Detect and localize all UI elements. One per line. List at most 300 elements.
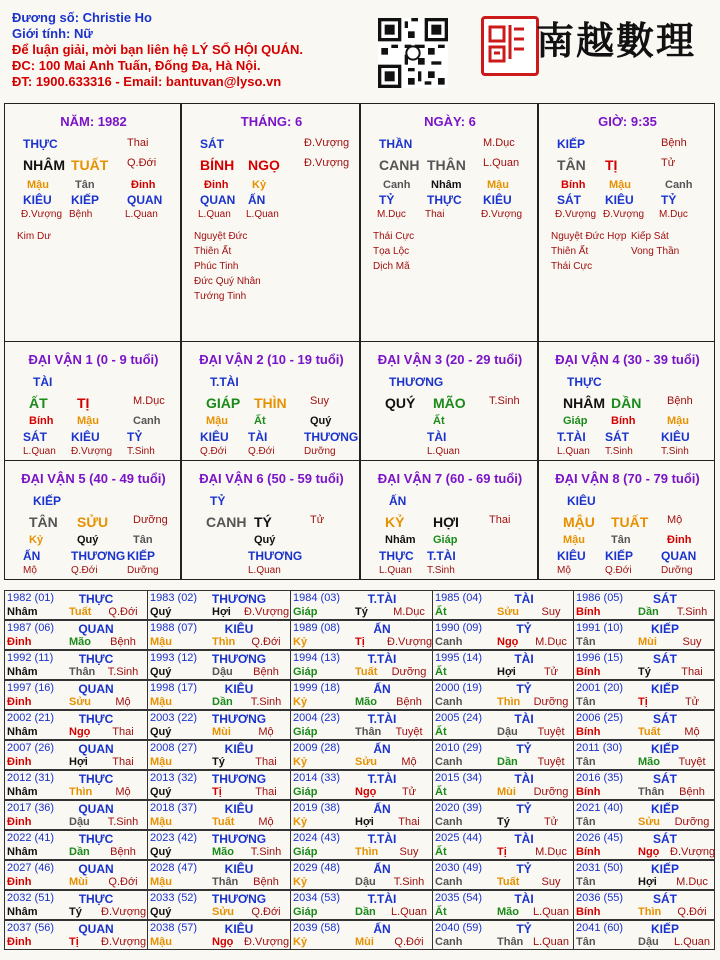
- pillar-hidden-stem: Mậu: [27, 179, 49, 191]
- year-branch: Mão: [212, 846, 234, 858]
- pillar-top-god: THẦN: [379, 137, 413, 151]
- dai-van-hidden-god: T.TÀI: [427, 549, 456, 563]
- year-stem: Đinh: [7, 756, 32, 768]
- year-branch: Tị: [355, 636, 365, 648]
- year-stem: Mậu: [150, 696, 172, 708]
- year-stem: Bính: [576, 666, 601, 678]
- year-label: 1998 (17): [150, 682, 198, 694]
- year-god: KIÊU: [224, 922, 254, 936]
- pillar-star: Kiếp Sát: [631, 231, 669, 242]
- year-stage: Tử: [401, 786, 417, 798]
- year-branch: Ngọ: [497, 636, 519, 648]
- year-stage: Đ.Vượng: [244, 936, 290, 948]
- year-branch: Tý: [638, 666, 651, 678]
- year-stage: Dưỡng: [533, 786, 569, 798]
- pillar-top-stage: Đ.Vượng: [304, 137, 350, 149]
- year-cell: [290, 830, 433, 860]
- year-cell: [573, 830, 715, 860]
- year-stem: Bính: [576, 786, 601, 798]
- pillar-top-god: KIẾP: [557, 137, 586, 151]
- year-label: 2007 (26): [7, 742, 55, 754]
- year-cell: [147, 770, 291, 800]
- year-stem: Bính: [576, 906, 601, 918]
- dai-van-stage: T.Sinh: [127, 446, 155, 457]
- year-stem: Canh: [435, 936, 463, 948]
- dai-van-hidden-stem: Mậu: [206, 415, 228, 427]
- year-label: 2020 (39): [435, 802, 483, 814]
- pillar-title: THÁNG: 6: [240, 114, 303, 129]
- dai-van-hidden-god: KIÊU: [557, 549, 586, 563]
- year-stem: Đinh: [7, 816, 32, 828]
- year-branch: Mão: [497, 906, 519, 918]
- year-god: QUAN: [78, 682, 114, 696]
- dai-van-stage: L.Quan: [379, 565, 412, 576]
- dai-van-hidden-stem: Giáp: [433, 534, 458, 546]
- year-stage: Thai: [112, 726, 134, 738]
- year-god: T.TÀI: [367, 892, 397, 906]
- year-stem: Mậu: [150, 756, 172, 768]
- year-god: T.TÀI: [367, 592, 397, 606]
- dai-van-hidden-stem: Giáp: [563, 415, 588, 427]
- year-cell: [573, 710, 715, 740]
- dai-van-stage: Q.Đới: [200, 446, 227, 457]
- dai-van-hidden-god: THƯƠNG: [71, 549, 126, 563]
- year-label: 1996 (15): [576, 652, 624, 664]
- year-cell: [432, 800, 574, 830]
- year-branch: Thân: [355, 726, 382, 738]
- year-label: 2037 (56): [7, 922, 55, 934]
- year-cell: [147, 890, 291, 920]
- dai-van-cell: [538, 341, 715, 461]
- dai-van-stage: Mộ: [557, 565, 571, 576]
- year-branch: Tuất: [69, 606, 92, 618]
- dai-van-hidden-god: ẤN: [23, 549, 41, 563]
- year-branch: Mão: [638, 756, 660, 768]
- year-branch: Thân: [497, 936, 524, 948]
- year-branch: Thìn: [497, 696, 521, 708]
- pillar-main: CANH: [379, 157, 420, 173]
- year-cell: [432, 890, 574, 920]
- year-label: 2017 (36): [7, 802, 55, 814]
- year-stage: Đ.Vượng: [101, 906, 147, 918]
- year-god: TỶ: [516, 862, 532, 876]
- dai-van-stage: T.Sinh: [427, 565, 455, 576]
- pillar-cell: [538, 103, 715, 342]
- year-god: KIẾP: [650, 922, 679, 936]
- year-branch: Tý: [355, 606, 368, 618]
- pillar-top-stage: Thai: [127, 137, 149, 149]
- dai-van-stage: L.Quan: [557, 446, 590, 457]
- dai-van-hidden-god: KIẾP: [127, 549, 156, 563]
- year-label: 2023 (42): [150, 832, 198, 844]
- pillar-hidden-god: QUAN: [200, 193, 236, 207]
- year-stem: Ất: [435, 726, 447, 738]
- brand-logo: 南越數理: [536, 18, 697, 63]
- year-stage: Q.Đới: [108, 876, 138, 888]
- dai-van-stage: Dưỡng: [304, 446, 336, 457]
- dai-van-cell: [538, 460, 715, 580]
- year-label: 2022 (41): [7, 832, 55, 844]
- dai-van-hidden-stem: Canh: [133, 415, 161, 427]
- year-stage: Dưỡng: [391, 666, 427, 678]
- pillar-hidden-god: KIẾP: [71, 193, 100, 207]
- year-god: ẤN: [373, 682, 391, 696]
- pillar-hidden-god: TỶ: [661, 193, 677, 207]
- dai-van-main: Dưỡng: [133, 514, 168, 526]
- year-stage: T.Sinh: [250, 846, 282, 858]
- dai-van-main: M.Dục: [133, 395, 165, 407]
- year-god: TỶ: [516, 802, 532, 816]
- year-god: T.TÀI: [367, 652, 397, 666]
- pillar-stage: L.Quan: [125, 209, 158, 220]
- year-god: TÀI: [514, 652, 534, 666]
- year-god: KIẾP: [650, 802, 679, 816]
- year-stage: Mộ: [115, 786, 131, 798]
- year-branch: Thìn: [212, 636, 236, 648]
- pillar-star: Phúc Tinh: [194, 261, 239, 272]
- year-stage: Mộ: [401, 756, 417, 768]
- year-god: KIẾP: [650, 682, 679, 696]
- year-stage: Đ.Vượng: [387, 636, 433, 648]
- year-cell: [4, 740, 148, 770]
- pillar-star: Dịch Mã: [373, 261, 410, 272]
- dai-van-hidden-stem: Ất: [254, 415, 266, 427]
- pillar-main: Tử: [661, 157, 676, 169]
- dai-van-top-god: T.TÀI: [210, 375, 239, 389]
- year-branch: Hợi: [69, 756, 88, 768]
- pillar-main: L.Quan: [483, 157, 520, 169]
- year-stem: Bính: [576, 846, 601, 858]
- pillar-stage: M.Dục: [659, 209, 688, 220]
- year-god: SÁT: [653, 652, 677, 666]
- year-label: 2036 (55): [576, 892, 624, 904]
- year-god: THƯƠNG: [211, 592, 267, 606]
- year-stem: Nhâm: [7, 606, 38, 618]
- dai-van-main: TỊ: [77, 395, 90, 411]
- year-stage: Đ.Vượng: [244, 606, 290, 618]
- year-cell: [147, 920, 291, 950]
- year-branch: Mão: [355, 696, 377, 708]
- year-stem: Quý: [150, 846, 172, 858]
- dai-van-main: DẦN: [611, 395, 642, 411]
- dai-van-hidden-stem: Mậu: [77, 415, 99, 427]
- contact-line: Để luận giải, mời bạn liên hệ LÝ SỐ HỘI QUÁN.: [12, 42, 303, 57]
- year-god: THƯƠNG: [211, 712, 267, 726]
- year-stem: Đinh: [7, 636, 32, 648]
- year-stem: Mậu: [150, 636, 172, 648]
- year-branch: Mão: [69, 636, 91, 648]
- year-stage: Dưỡng: [533, 696, 569, 708]
- client-gender: Giới tính: Nữ: [12, 26, 93, 41]
- year-stage: Q.Đới: [677, 906, 707, 918]
- year-label: 2005 (24): [435, 712, 483, 724]
- year-stem: Giáp: [293, 666, 318, 678]
- year-stage: Tuyệt: [537, 726, 565, 738]
- pillar-main: THÂN: [427, 157, 466, 173]
- year-cell: [432, 740, 574, 770]
- dai-van-hidden-stem: Bính: [29, 415, 54, 427]
- pillar-star: Tọa Lộc: [373, 246, 410, 257]
- year-cell: [432, 620, 574, 650]
- year-cell: [4, 620, 148, 650]
- year-label: 2028 (47): [150, 862, 198, 874]
- dai-van-stage: Q.Đới: [248, 446, 275, 457]
- dai-van-main: TÝ: [254, 514, 272, 530]
- year-label: 2029 (48): [293, 862, 341, 874]
- year-branch: Sửu: [497, 606, 520, 618]
- pillar-hidden-stem: Mậu: [609, 179, 631, 191]
- dai-van-hidden-stem: Quý: [310, 415, 332, 427]
- year-label: 1995 (14): [435, 652, 483, 664]
- dai-van-hidden-god: THỰC: [379, 549, 414, 563]
- dai-van-hidden-god: T.TÀI: [557, 430, 586, 444]
- year-label: 2039 (58): [293, 922, 341, 934]
- dai-van-main: CANH: [206, 514, 247, 530]
- year-branch: Tị: [638, 696, 648, 708]
- pillar-stage: Đ.Vượng: [21, 209, 63, 220]
- year-stem: Giáp: [293, 606, 318, 618]
- year-label: 2025 (44): [435, 832, 483, 844]
- pillar-title: GIỜ: 9:35: [598, 114, 657, 129]
- year-stage: Tử: [543, 666, 559, 678]
- year-branch: Mùi: [497, 786, 516, 798]
- dai-van-title: ĐẠI VẬN 3 (20 - 29 tuổi): [377, 352, 523, 367]
- dai-van-cell: [181, 341, 360, 461]
- client-info: [12, 10, 303, 90]
- dai-van-hidden-god: TÀI: [427, 430, 447, 444]
- year-cell: [432, 590, 574, 620]
- year-label: 2004 (23): [293, 712, 341, 724]
- year-cell: [573, 650, 715, 680]
- year-label: 2012 (31): [7, 772, 55, 784]
- year-branch: Dậu: [69, 816, 90, 828]
- year-stage: Tuyệt: [537, 756, 565, 768]
- year-god: THƯƠNG: [211, 832, 267, 846]
- year-branch: Dần: [638, 606, 659, 618]
- year-stage: T.Sinh: [107, 666, 139, 678]
- year-cell: [147, 650, 291, 680]
- year-stem: Tân: [576, 876, 596, 888]
- year-branch: Dần: [497, 756, 518, 768]
- year-stage: Bệnh: [679, 786, 705, 798]
- year-god: T.TÀI: [367, 832, 397, 846]
- dai-van-title: ĐẠI VẬN 5 (40 - 49 tuổi): [21, 471, 166, 486]
- dai-van-main: GIÁP: [206, 395, 241, 411]
- phone-email-line: ĐT: 1900.633316 - Email: bantuvan@lyso.vn: [12, 74, 282, 89]
- pillar-hidden-god: TỶ: [379, 193, 395, 207]
- year-cell: [573, 740, 715, 770]
- pillar-main: TỊ: [605, 157, 618, 173]
- year-branch: Dậu: [212, 666, 233, 678]
- dai-van-main: Suy: [310, 395, 329, 407]
- year-stage: Q.Đới: [251, 636, 281, 648]
- year-god: TÀI: [514, 772, 534, 786]
- dai-van-main: SỬU: [77, 514, 109, 530]
- year-god: TỶ: [516, 622, 532, 636]
- year-stem: Kỷ: [293, 756, 308, 768]
- year-stage: Thai: [112, 756, 134, 768]
- year-label: 2010 (29): [435, 742, 483, 754]
- year-label: 1987 (06): [7, 622, 55, 634]
- year-label: 2016 (35): [576, 772, 624, 784]
- year-stage: Tuyệt: [395, 726, 423, 738]
- dai-van-top-god: THƯƠNG: [389, 375, 444, 389]
- pillar-star: Kim Dư: [17, 231, 51, 242]
- pillar-star: Vong Thần: [631, 246, 680, 257]
- dai-van-hidden-god: KIẾP: [605, 549, 634, 563]
- year-label: 2003 (22): [150, 712, 198, 724]
- year-stage: L.Quan: [532, 936, 570, 948]
- pillar-hidden-god: KIÊU: [483, 193, 512, 207]
- year-branch: Thìn: [69, 786, 93, 798]
- year-stem: Quý: [150, 906, 172, 918]
- year-label: 1994 (13): [293, 652, 341, 664]
- year-stem: Mậu: [150, 936, 172, 948]
- year-stem: Kỷ: [293, 636, 308, 648]
- year-god: ẤN: [373, 922, 391, 936]
- pillar-top-god: THỰC: [23, 137, 58, 151]
- year-branch: Mùi: [69, 876, 88, 888]
- year-cell: [573, 920, 715, 950]
- dai-van-hidden-god: KIÊU: [661, 430, 690, 444]
- pillar-main: NGỌ: [248, 157, 280, 173]
- year-stage: Thai: [681, 666, 703, 678]
- year-stage: Bệnh: [253, 666, 279, 678]
- year-stage: Suy: [682, 636, 702, 648]
- dai-van-main: HỢI: [433, 514, 459, 530]
- year-god: THỰC: [78, 652, 114, 666]
- year-stage: Q.Đới: [251, 906, 281, 918]
- year-cell: [573, 860, 715, 890]
- year-god: QUAN: [78, 862, 114, 876]
- year-label: 2041 (60): [576, 922, 624, 934]
- year-god: KIẾP: [650, 862, 679, 876]
- year-god: KIẾP: [650, 742, 679, 756]
- pillar-star: Thiên Ất: [551, 246, 589, 257]
- year-stem: Kỷ: [293, 696, 308, 708]
- year-cell: [432, 680, 574, 710]
- year-god: TỶ: [516, 742, 532, 756]
- year-cell: [147, 590, 291, 620]
- year-stem: Giáp: [293, 846, 318, 858]
- year-god: SÁT: [653, 892, 677, 906]
- dai-van-stage: T.Sinh: [661, 446, 689, 457]
- dai-van-stage: L.Quan: [23, 446, 56, 457]
- year-stem: Ất: [435, 906, 447, 918]
- pillar-stage: Thai: [425, 209, 445, 220]
- pillar-main: BÍNH: [200, 157, 235, 173]
- year-god: THƯƠNG: [211, 892, 267, 906]
- year-stem: Bính: [576, 606, 601, 618]
- year-stem: Tân: [576, 756, 596, 768]
- year-stem: Tân: [576, 936, 596, 948]
- year-stem: Tân: [576, 636, 596, 648]
- year-stage: L.Quan: [532, 906, 570, 918]
- client-name: Đương số: Christie Ho: [12, 10, 152, 25]
- dai-van-hidden-stem: Tân: [133, 534, 153, 546]
- year-label: 2031 (50): [576, 862, 624, 874]
- year-branch: Dậu: [638, 936, 659, 948]
- dai-van-top-god: TỶ: [210, 494, 226, 508]
- year-label: 1989 (08): [293, 622, 341, 634]
- qr-code-icon: [378, 18, 448, 88]
- year-cell: [573, 890, 715, 920]
- year-stage: Dưỡng: [674, 816, 710, 828]
- dai-van-hidden-stem: Ất: [433, 415, 445, 427]
- dai-van-main: QUÝ: [385, 395, 416, 411]
- pillar-star: Thái Cực: [373, 231, 415, 242]
- year-stage: M.Dục: [535, 636, 567, 648]
- pillar-hidden-god: KIÊU: [605, 193, 634, 207]
- year-god: SÁT: [653, 592, 677, 606]
- dai-van-stage: Mộ: [23, 565, 37, 576]
- pillar-title: NĂM: 1982: [60, 114, 127, 129]
- year-god: T.TÀI: [367, 772, 397, 786]
- year-stem: Quý: [150, 726, 172, 738]
- dai-van-hidden-god: KIÊU: [200, 430, 229, 444]
- year-stem: Đinh: [7, 876, 32, 888]
- year-stage: T.Sinh: [676, 606, 708, 618]
- year-branch: Tuất: [355, 666, 378, 678]
- year-stem: Canh: [435, 636, 463, 648]
- year-cell: [290, 590, 433, 620]
- year-cell: [290, 620, 433, 650]
- year-cell: [4, 770, 148, 800]
- year-label: 2009 (28): [293, 742, 341, 754]
- dai-van-title: ĐẠI VẬN 4 (30 - 39 tuổi): [555, 352, 700, 367]
- pillar-main: TUẤT: [71, 157, 109, 173]
- year-cell: [432, 710, 574, 740]
- pillar-main: Q.Đới: [127, 157, 157, 169]
- year-branch: Dần: [355, 906, 376, 918]
- year-stage: Thai: [398, 816, 420, 828]
- dai-van-hidden-god: THƯƠNG: [248, 549, 303, 563]
- year-stage: Mộ: [258, 726, 274, 738]
- year-cell: [290, 710, 433, 740]
- year-god: THỰC: [78, 592, 114, 606]
- year-branch: Tị: [497, 846, 507, 858]
- year-cell: [4, 920, 148, 950]
- year-stem: Bính: [576, 726, 601, 738]
- dai-van-cell: [360, 460, 538, 580]
- dai-van-hidden-stem: Nhâm: [385, 534, 416, 546]
- year-stage: Tử: [543, 816, 559, 828]
- year-label: 2021 (40): [576, 802, 624, 814]
- year-god: THƯƠNG: [211, 652, 267, 666]
- dai-van-stage: Q.Đới: [605, 565, 632, 576]
- pillar-star: Thái Cực: [551, 261, 593, 272]
- dai-van-top-god: ẤN: [389, 494, 407, 508]
- pillar-top-stage: M.Dục: [483, 137, 515, 149]
- dai-van-main: KỶ: [385, 514, 405, 530]
- year-cell: [573, 770, 715, 800]
- year-label: 2026 (45): [576, 832, 624, 844]
- pillar-cell: [181, 103, 360, 342]
- year-cell: [147, 800, 291, 830]
- dai-van-main: TÂN: [29, 514, 58, 530]
- dai-van-top-god: TÀI: [33, 375, 53, 389]
- year-cell: [290, 800, 433, 830]
- year-stem: Canh: [435, 816, 463, 828]
- year-stage: Thai: [255, 756, 277, 768]
- dai-van-stage: L.Quan: [248, 565, 281, 576]
- year-cell: [147, 710, 291, 740]
- pillar-top-stage: Bệnh: [661, 137, 687, 149]
- pillar-cell: [360, 103, 538, 342]
- dai-van-main: Tử: [310, 514, 325, 526]
- year-cell: [290, 920, 433, 950]
- year-god: KIẾP: [650, 622, 679, 636]
